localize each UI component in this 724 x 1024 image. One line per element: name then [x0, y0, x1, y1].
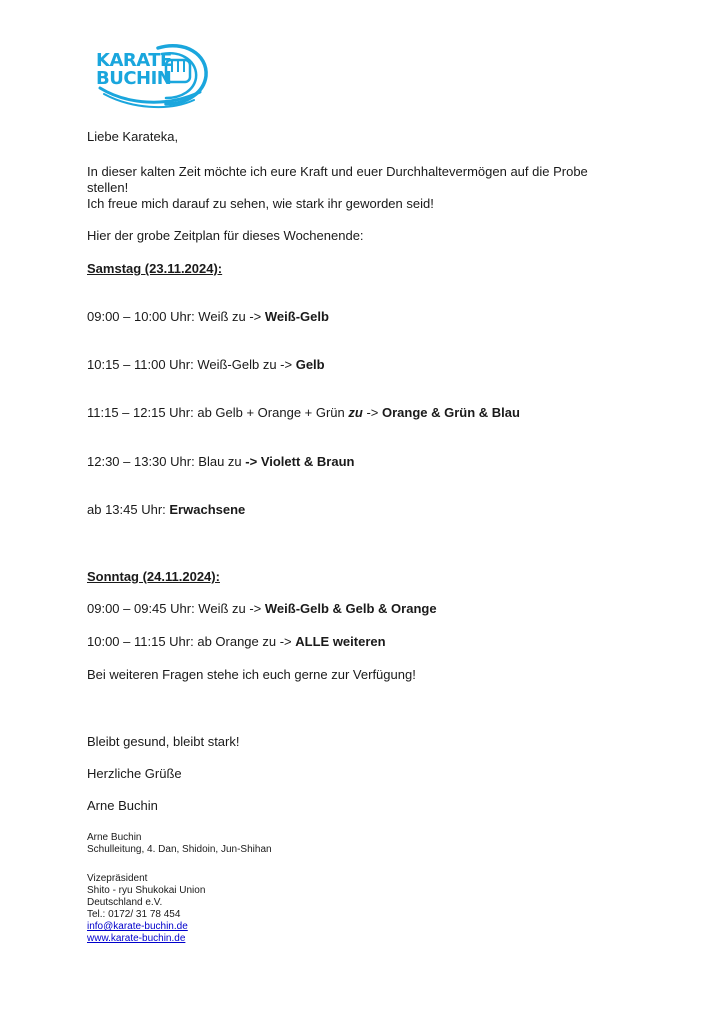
saturday-item-2	[87, 357, 325, 373]
schedule-arrow: ->	[362, 405, 382, 420]
intro-line-2: stellen!	[87, 180, 129, 195]
schedule-target: Weiß-Gelb	[264, 309, 329, 324]
intro-line-3: Ich freue mich darauf zu sehen, wie stark ihr geworden seid!	[87, 196, 434, 211]
wish-text: Bleibt gesund, bleibt stark!	[87, 734, 240, 749]
questions-text: Bei weiteren Fragen stehe ich euch gerne zur Verfügung!	[87, 667, 416, 682]
saturday-item-4	[87, 454, 354, 470]
signature-org-2: Deutschland e.V.	[87, 897, 163, 908]
sunday-item-1	[87, 601, 437, 617]
saturday-item-1	[87, 309, 329, 325]
signature-phone: Tel.: 0172/ 31 78 454	[87, 909, 181, 920]
schedule-target: Weiß-Gelb & Gelb & Orange	[264, 601, 437, 616]
schedule-intro: Hier der grobe Zeitplan für dieses Wochenende:	[87, 228, 364, 243]
logo-line2: BUCHIN	[96, 68, 172, 89]
schedule-target: Gelb	[295, 357, 325, 372]
schedule-time: 09:00 – 10:00 Uhr: Weiß zu ->	[87, 309, 265, 324]
email-link[interactable]: info@karate-buchin.de	[87, 921, 188, 932]
schedule-time: 09:00 – 09:45 Uhr: Weiß zu ->	[87, 601, 265, 616]
website-link[interactable]: www.karate-buchin.de	[87, 933, 186, 944]
schedule-target: -> Violett & Braun	[245, 454, 355, 469]
author-name: Arne Buchin	[87, 798, 158, 813]
intro-line-1: In dieser kalten Zeit möchte ich eure Kraft und euer Durchhaltevermögen auf die Probe	[87, 164, 588, 179]
schedule-target: Erwachsene	[169, 502, 246, 517]
greeting: Liebe Karateka,	[87, 129, 179, 144]
schedule-zu: zu	[348, 405, 363, 420]
saturday-heading: Samstag (23.11.2024):	[87, 261, 223, 276]
saturday-item-3	[87, 405, 520, 421]
logo-text	[96, 52, 172, 88]
schedule-time: 12:30 – 13:30 Uhr: Blau zu	[87, 454, 246, 469]
saturday-item-5	[87, 502, 245, 518]
sunday-item-2	[87, 634, 386, 650]
signature-org-1: Shito - ryu Shukokai Union	[87, 885, 206, 896]
signature-title: Vizepräsident	[87, 873, 148, 884]
schedule-time: 10:00 – 11:15 Uhr: ab Orange zu ->	[87, 634, 296, 649]
schedule-target: ALLE weiteren	[295, 634, 386, 649]
logo-line1: KARATE	[96, 50, 172, 71]
regards-text: Herzliche Grüße	[87, 766, 182, 781]
sunday-heading: Sonntag (24.11.2024):	[87, 569, 220, 584]
signature-role: Schulleitung, 4. Dan, Shidoin, Jun-Shihan	[87, 844, 272, 855]
schedule-time: ab 13:45 Uhr:	[87, 502, 170, 517]
schedule-time: 10:15 – 11:00 Uhr: Weiß-Gelb zu ->	[87, 357, 296, 372]
schedule-time: 11:15 – 12:15 Uhr: ab Gelb + Orange + Grün	[87, 405, 349, 420]
karate-buchin-logo	[96, 42, 216, 110]
signature-name: Arne Buchin	[87, 832, 142, 843]
schedule-target: Orange & Grün & Blau	[381, 405, 520, 420]
